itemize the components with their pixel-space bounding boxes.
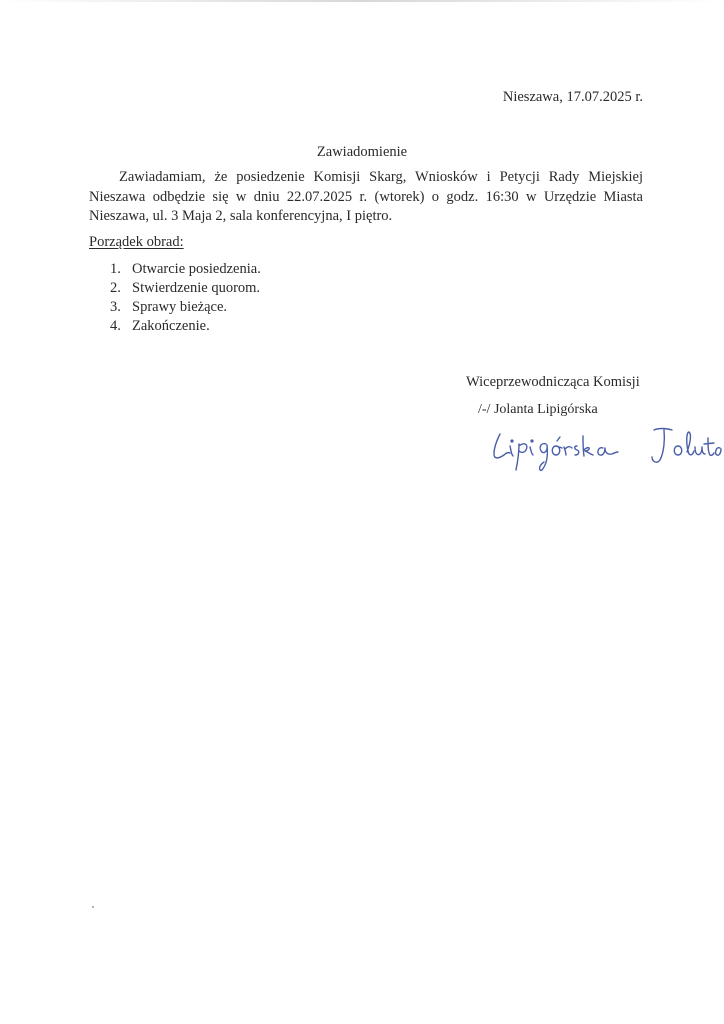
agenda-item-number: 4. (110, 318, 121, 334)
agenda-item-number: 1. (110, 261, 121, 277)
agenda-item (110, 317, 261, 336)
agenda-item (110, 279, 261, 298)
document-title: Zawiadomienie (316, 144, 408, 160)
agenda-item-text: Stwierdzenie quorom. (132, 280, 261, 296)
signatory-role: Wiceprzewodnicząca Komisji (466, 374, 640, 390)
agenda-item-number: 2. (110, 280, 121, 296)
agenda-item-text: Otwarcie posiedzenia. (132, 261, 261, 277)
scan-edge-shadow (0, 0, 724, 2)
agenda-item (110, 260, 261, 279)
scan-speck (92, 906, 94, 908)
handwritten-signature (486, 416, 722, 472)
agenda-item-text: Sprawy bieżące. (132, 299, 228, 315)
place-and-date: Nieszawa, 17.07.2025 r. (502, 89, 643, 105)
agenda-item-text: Zakończenie. (132, 318, 210, 334)
agenda-item-number: 3. (110, 299, 121, 315)
agenda-item (110, 298, 261, 317)
agenda-heading: Porządek obrad: (89, 234, 184, 250)
signatory-name: /-/ Jolanta Lipigórska (478, 402, 598, 417)
notice-body-text: Zawiadamiam, że posiedzenie Komisji Skarg, Wniosków i Petycji Rady Miejskiej Nieszawa odbędzie się w dniu 22.07.2025 r. (wtorek) o godz. 16:30 w Urzędzie Miasta Nieszawa, ul. 3 Maja 2, sala konferencyjna, I piętro. (89, 169, 643, 224)
agenda-list (110, 260, 261, 336)
